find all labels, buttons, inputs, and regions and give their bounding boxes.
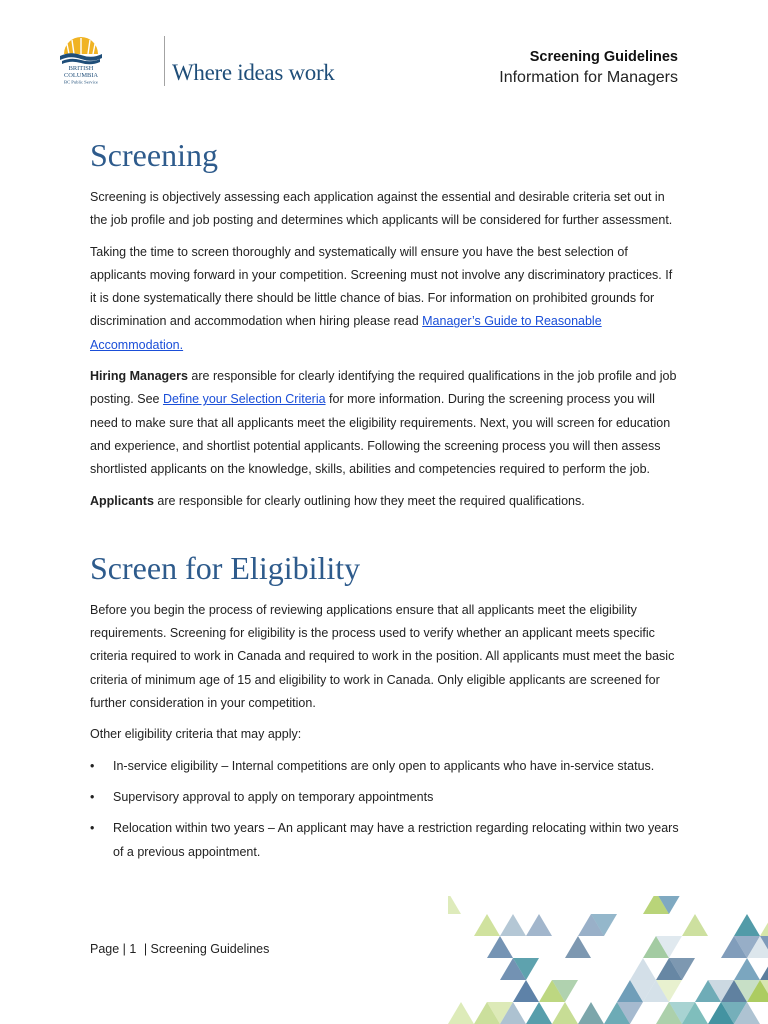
decorative-triangle: [500, 914, 526, 936]
decorative-triangle: [682, 914, 708, 936]
decorative-triangle: [526, 914, 552, 936]
paragraph-text: for more information. During the screening process you will need to make sure that all applicants meet the eligibility requirements. Next, you will screen for education and experience, and shortlist potential applicants. Following the screening process you will then assess shortlisted applicants on the knowledge, skills, abilities and competencies required to perform the job.: [90, 392, 671, 477]
list-item: • Supervisory approval to apply on temporary appointments: [90, 786, 680, 809]
document-body: [90, 132, 680, 864]
logo-tagline: Where ideas work: [172, 60, 335, 85]
bold-term-hiring-managers: Hiring Managers: [90, 369, 188, 384]
decorative-triangle: [565, 936, 591, 958]
decorative-triangle: [734, 958, 760, 980]
section-heading-screening: Screening: [90, 137, 218, 173]
paragraph: [90, 241, 680, 357]
decorative-triangle: [448, 1002, 474, 1024]
decorative-triangle: [526, 1002, 552, 1024]
page-number: Page | 1: [90, 942, 137, 956]
header-subtitle: Information for Managers: [499, 69, 678, 86]
document-header: [499, 47, 678, 89]
page-footer: [90, 942, 269, 956]
bc-logo: [56, 32, 335, 92]
decorative-triangle: [760, 958, 768, 980]
decorative-triangle: [487, 936, 513, 958]
decorative-triangle: [513, 980, 539, 1002]
reasonable-accommodation-link[interactable]: Manager’s Guide to Reasonable Accommodation.: [90, 314, 602, 352]
list-item: • Relocation within two years – An applicant may have a restriction regarding relocating within two years of a previous appointment.: [90, 817, 680, 864]
decorative-triangle: [760, 914, 768, 936]
paragraph-text: are responsible for clearly outlining how they meet the required qualifications.: [153, 493, 585, 508]
selection-criteria-link[interactable]: Define your Selection Criteria: [162, 392, 326, 407]
decorative-triangle: [578, 1002, 604, 1024]
svg-text:BRITISH: BRITISH: [68, 65, 94, 72]
paragraph-text: are responsible for clearly identifying the required qualifications in the job profile and job posting. See: [90, 369, 677, 407]
eligibility-criteria-list: [90, 755, 680, 864]
paragraph-text: Taking the time to screen thoroughly and systematically will ensure you have the best selection of applicants moving forward in your competition. Screening must not involve any discriminatory practices. If it is done systematically there should be little chance of bias. For information on prohibited grounds for discrimination and accommodation when hiring please read: [90, 244, 673, 329]
paragraph: Screening is objectively assessing each application against the essential and desirable criteria set out in the job profile and job posting and determines which applicants will be considered for further assessment.: [90, 190, 673, 228]
decorative-triangle: [474, 914, 500, 936]
logo-divider: [164, 36, 165, 86]
svg-text:COLUMBIA: COLUMBIA: [63, 72, 99, 79]
bold-term-applicants: Applicants: [90, 493, 154, 508]
paragraph: [90, 365, 680, 481]
decorative-triangle: [630, 958, 656, 980]
paragraph: Before you begin the process of reviewing applications ensure that all applicants meet the eligibility requirements. Screening for eligibility is the process used to verify whether an applicant meets specific criteria required to work in Canada and required to work in the position. All applicants must meet the basic criteria of minimum age of 15 and eligibility to work in Canada. Only eligible applicants are screened for further consideration in your competition.: [90, 602, 675, 711]
decorative-triangle: [734, 914, 760, 936]
section-heading-eligibility: Screen for Eligibility: [90, 549, 361, 586]
footer-doc-title: | Screening Guidelines: [143, 942, 270, 956]
decorative-triangle: [552, 1002, 578, 1024]
paragraph: Other eligibility criteria that may apply:: [90, 727, 302, 742]
svg-text:BC Public Service: BC Public Service: [64, 79, 98, 85]
decorative-triangle: [448, 896, 461, 914]
header-title: Screening Guidelines: [529, 49, 678, 65]
bc-sun-mountain-icon: [56, 32, 106, 87]
list-item: • In-service eligibility – Internal competitions are only open to applicants who have in-service status.: [90, 755, 680, 778]
decorative-triangles: [448, 896, 768, 1024]
paragraph: [90, 490, 680, 513]
